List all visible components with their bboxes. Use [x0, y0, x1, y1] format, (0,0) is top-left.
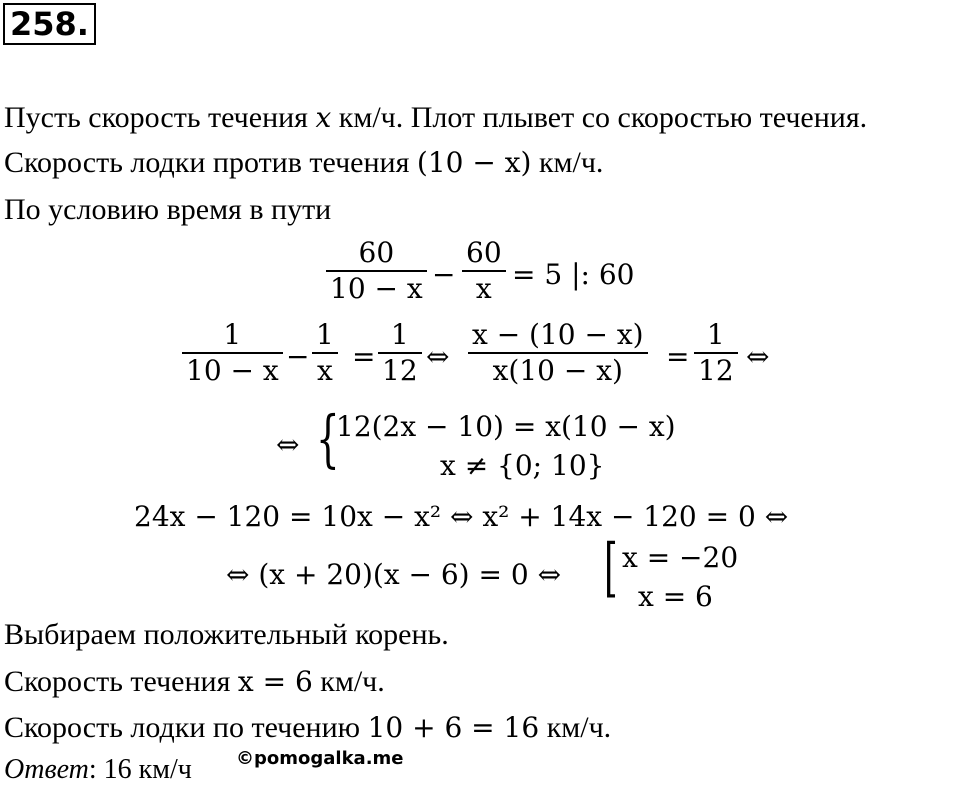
- eq1-f1-num: 60: [358, 236, 395, 269]
- text-line-6: [4, 711, 611, 745]
- text-line-6-b: км/ч.: [539, 711, 612, 744]
- eq2-f2-num: 1: [316, 318, 334, 351]
- eq2-minus: −: [286, 340, 310, 373]
- text-line-1: [4, 101, 867, 135]
- text-line-5-a: Скорость течения: [4, 665, 238, 698]
- eq2-f2-den: x: [317, 354, 333, 387]
- watermark: ©pomogalka.me: [236, 748, 404, 769]
- eq2-f4-den: x(10 − x): [492, 354, 623, 387]
- eq1-f2-den: x: [475, 272, 492, 305]
- math-inline-2: (10 − x): [416, 146, 532, 179]
- math-inline-5: x = 6: [237, 665, 313, 698]
- eq2-equals-2: =: [666, 340, 690, 373]
- eq1-f2-num: 60: [466, 236, 502, 269]
- text-line-2-a: Скорость лодки против течения: [4, 146, 417, 179]
- eq2-f1-num: 1: [223, 318, 242, 351]
- text-line-3: По условию время в пути: [4, 193, 332, 226]
- eq1-fraction-2: [462, 236, 506, 306]
- text-line-5-b: км/ч.: [312, 665, 385, 698]
- eq2-fraction-3: [378, 318, 422, 388]
- eq2-f1-den: 10 − x: [186, 354, 279, 387]
- eq1-rhs: = 5 |: 60: [512, 258, 635, 291]
- eq2-f5-num: 1: [706, 318, 725, 351]
- answer-label: Ответ: [4, 754, 89, 785]
- eq5-row-1: x = −20: [622, 541, 739, 574]
- eq2-fraction-2: [312, 318, 338, 388]
- text-line-4: Выбираем положительный корень.: [4, 618, 449, 651]
- text-line-1-b: км/ч. Плот плывет со скоростью течения.: [331, 101, 868, 134]
- text-line-2: [4, 146, 603, 180]
- system-brace: {: [316, 402, 340, 475]
- eq2-f3-num: 1: [390, 318, 409, 351]
- math-inline-6: 10 + 6 = 16: [367, 711, 540, 744]
- answer-value: : 16 км/ч: [88, 754, 192, 785]
- text-line-2-b: км/ч.: [531, 146, 604, 179]
- eq2-fraction-5: [694, 318, 738, 388]
- eq2-f3-den: 12: [382, 354, 418, 387]
- text-line-6-a: Скорость лодки по течению: [4, 711, 368, 744]
- set-bracket: [: [604, 531, 618, 605]
- eq2-iff-2: ⇔: [746, 340, 770, 373]
- problem-number: 258.: [3, 3, 96, 45]
- eq2-fraction-4: [468, 318, 648, 388]
- eq2-f5-den: 12: [698, 354, 734, 387]
- eq3-row-1: 12(2x − 10) = x(10 − x): [336, 410, 676, 443]
- text-line-5: [4, 665, 385, 699]
- equation-4: 24x − 120 = 10x − x² ⇔ x² + 14x − 120 = 0 ⇔: [134, 500, 789, 533]
- eq2-iff-1: ⇔: [426, 340, 450, 373]
- eq1-minus: −: [432, 258, 456, 291]
- eq2-equals: =: [352, 340, 376, 373]
- eq3-row-2: x ≠ {0; 10}: [440, 449, 605, 482]
- eq5-row-2: x = 6: [638, 580, 713, 613]
- eq1-f1-den: 10 − x: [330, 272, 423, 305]
- eq3-iff: ⇔: [276, 428, 300, 461]
- eq2-fraction-1: [182, 318, 283, 388]
- eq5-lhs: ⇔ (x + 20)(x − 6) = 0 ⇔: [226, 558, 562, 591]
- answer-line: [4, 755, 192, 785]
- variable-x: x: [315, 101, 332, 134]
- text-line-1-a: Пусть скорость течения: [4, 101, 316, 134]
- eq2-f4-num: x − (10 − x): [472, 318, 644, 351]
- eq1-fraction-1: [326, 236, 427, 306]
